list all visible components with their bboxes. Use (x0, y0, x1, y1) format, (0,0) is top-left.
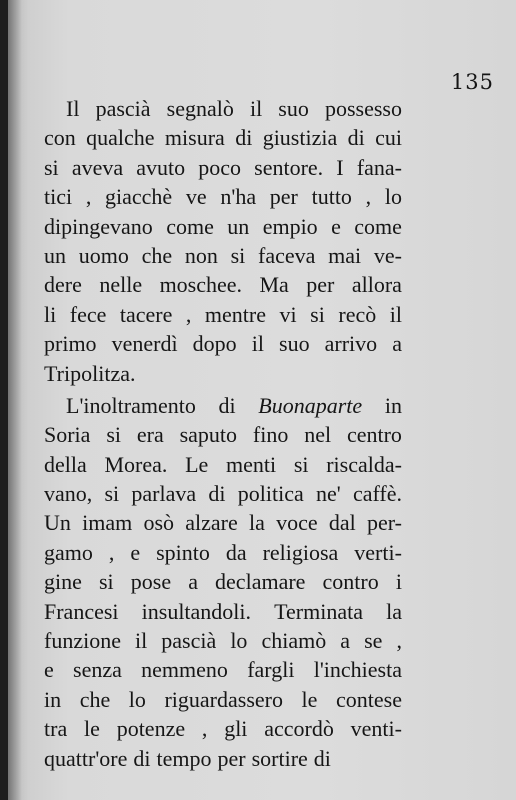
word: Il (66, 96, 80, 121)
word: contro (322, 569, 379, 595)
word: a (188, 569, 198, 595)
word: si (44, 154, 59, 180)
word: a (392, 331, 402, 357)
word: contese (336, 686, 402, 712)
word: un (44, 242, 66, 268)
word: di (218, 392, 236, 418)
word: pose (130, 569, 172, 595)
word: e (130, 539, 141, 565)
word: centro (346, 422, 402, 448)
word: , (365, 184, 372, 210)
word: alzare (185, 510, 238, 536)
word: da (225, 539, 247, 565)
word: il (251, 331, 264, 357)
word: , (396, 628, 402, 654)
word: si (98, 569, 114, 595)
word: venti- (350, 716, 402, 742)
word: si (230, 242, 246, 268)
word: come (166, 213, 214, 239)
text-line (44, 94, 402, 123)
word: senza (73, 657, 122, 683)
word: per (269, 184, 298, 210)
text-line (44, 241, 402, 270)
word: si (310, 301, 325, 327)
word: verti- (354, 539, 402, 565)
word: e (331, 213, 341, 239)
word: con (44, 125, 76, 151)
text-line (44, 270, 402, 299)
word: recò (338, 301, 377, 327)
word: il (389, 301, 402, 327)
word: accordò (264, 716, 334, 742)
word: pascià (95, 96, 151, 121)
text-line (44, 655, 402, 684)
word: la (386, 598, 402, 624)
word: che (141, 242, 173, 268)
word: della (44, 451, 87, 477)
word: che (79, 686, 111, 712)
word: , (108, 539, 115, 565)
word: gli (224, 716, 248, 742)
word: menti (226, 451, 277, 477)
word: Francesi (44, 598, 119, 624)
word: poco (198, 154, 242, 180)
word: tici (44, 184, 73, 210)
text-line (44, 479, 402, 508)
text-line (44, 508, 402, 537)
text-line (44, 450, 402, 479)
word: il (135, 628, 148, 654)
word: per- (367, 510, 402, 536)
word: funzione (44, 628, 121, 654)
word: nemmeno (141, 657, 228, 683)
word: mai (328, 242, 362, 268)
word: di (235, 125, 253, 151)
word: nel (304, 422, 332, 448)
book-page (8, 0, 516, 800)
text-line (44, 359, 402, 388)
word: Un (44, 510, 71, 536)
word: declamare (215, 569, 306, 595)
text-line (44, 182, 402, 211)
word: I (336, 154, 344, 180)
word: segnalò (166, 96, 234, 121)
word: suo (279, 331, 310, 357)
word: dere (44, 272, 82, 298)
word: fargli (247, 657, 295, 683)
word: L'inoltramento (66, 392, 196, 418)
word: Le (185, 451, 209, 477)
word: fana- (356, 154, 402, 180)
word: Buonaparte (258, 392, 363, 418)
word: potenze (116, 716, 186, 742)
word: era (136, 422, 164, 448)
word: lo (128, 686, 146, 712)
word: dal (328, 510, 356, 536)
word: , (185, 301, 192, 327)
text-line (44, 626, 402, 655)
word: caffè. (352, 481, 402, 507)
word: gamo (44, 539, 93, 565)
word: imam (82, 510, 133, 536)
word: venerdì (111, 331, 178, 357)
word: , (201, 716, 208, 742)
word: saputo (179, 422, 238, 448)
word: si (106, 422, 121, 448)
word: ve (185, 184, 207, 210)
word: ve- (373, 242, 402, 268)
word: politica (237, 481, 304, 507)
word: allora (351, 272, 402, 298)
word: chiamò (261, 628, 327, 654)
word: fece (69, 301, 107, 327)
word: l'inchiesta (313, 657, 402, 683)
word: nelle (99, 272, 143, 298)
word: Terminata (274, 598, 363, 624)
word: arrivo (324, 331, 378, 357)
word: spinto (156, 539, 210, 565)
word: di (133, 745, 151, 771)
word: Soria (44, 422, 91, 448)
word: Tripolitza. (44, 360, 136, 386)
text-line (44, 123, 402, 152)
word: per (217, 745, 246, 771)
gutter-shadow (8, 0, 22, 800)
word: come (354, 213, 402, 239)
text-line (44, 300, 402, 329)
word: fino (252, 422, 289, 448)
word: sortire (251, 745, 308, 771)
word: mentre (204, 301, 267, 327)
text-line (44, 744, 402, 773)
word: osò (143, 510, 175, 536)
word: uomo (78, 242, 129, 268)
word: dipingevano (44, 213, 153, 239)
word: non (184, 242, 218, 268)
word: di (313, 745, 331, 771)
word: un (227, 213, 250, 239)
word: Ma (259, 272, 289, 298)
word: se (364, 628, 383, 654)
word: tra (44, 716, 68, 742)
word: si (104, 481, 120, 507)
word: li (44, 301, 57, 327)
word: di (208, 481, 226, 507)
text-line (44, 597, 402, 626)
word: religiosa (262, 539, 339, 565)
word: empio (262, 213, 318, 239)
word: cui (375, 125, 402, 151)
word: lo (230, 628, 248, 654)
word: dopo (192, 331, 237, 357)
word: a (340, 628, 351, 654)
word: gine (44, 569, 82, 595)
word: moschee. (159, 272, 243, 298)
word: vano, (44, 481, 93, 507)
word: , (85, 184, 92, 210)
text-line (44, 391, 402, 420)
word: n'ha (220, 184, 257, 210)
word: aveva (71, 154, 124, 180)
word: misura (164, 125, 225, 151)
text-line (44, 538, 402, 567)
word: per (306, 272, 335, 298)
text-line (44, 212, 402, 241)
text-line (44, 153, 402, 182)
word: riscalda- (326, 451, 402, 477)
word: le (301, 686, 318, 712)
word: il (249, 96, 263, 121)
word: parlava (131, 481, 197, 507)
word: primo (44, 331, 97, 357)
text-line (44, 567, 402, 596)
word: voce (276, 510, 318, 536)
word: possesso (324, 96, 402, 121)
word: ne' (315, 481, 341, 507)
word: le (84, 716, 100, 742)
word: giacchè (105, 184, 173, 210)
text-line (44, 685, 402, 714)
word: insultandoli. (141, 598, 252, 624)
word: tempo (156, 745, 212, 771)
word: in (44, 686, 62, 712)
word: sentore. (254, 154, 324, 180)
word: in (384, 392, 402, 418)
word: tutto (311, 184, 352, 210)
word: giustizia (262, 125, 338, 151)
word: tacere (119, 301, 173, 327)
word: suo (278, 96, 309, 121)
word: quattr'ore (44, 745, 128, 771)
word: i (395, 569, 402, 595)
body-text (44, 94, 402, 773)
text-line (44, 329, 402, 358)
word: e (44, 657, 54, 683)
word: la (249, 510, 265, 536)
word: riguardassero (164, 686, 283, 712)
word: pascià (161, 628, 217, 654)
word: di (347, 125, 365, 151)
word: qualche (86, 125, 155, 151)
text-line (44, 714, 402, 743)
word: Morea. (104, 451, 168, 477)
word: avuto (136, 154, 186, 180)
word: lo (384, 184, 402, 210)
word: vi (279, 301, 297, 327)
page-number: 135 (450, 70, 494, 94)
text-line (44, 420, 402, 449)
word: si (293, 451, 309, 477)
word: faceva (258, 242, 316, 268)
